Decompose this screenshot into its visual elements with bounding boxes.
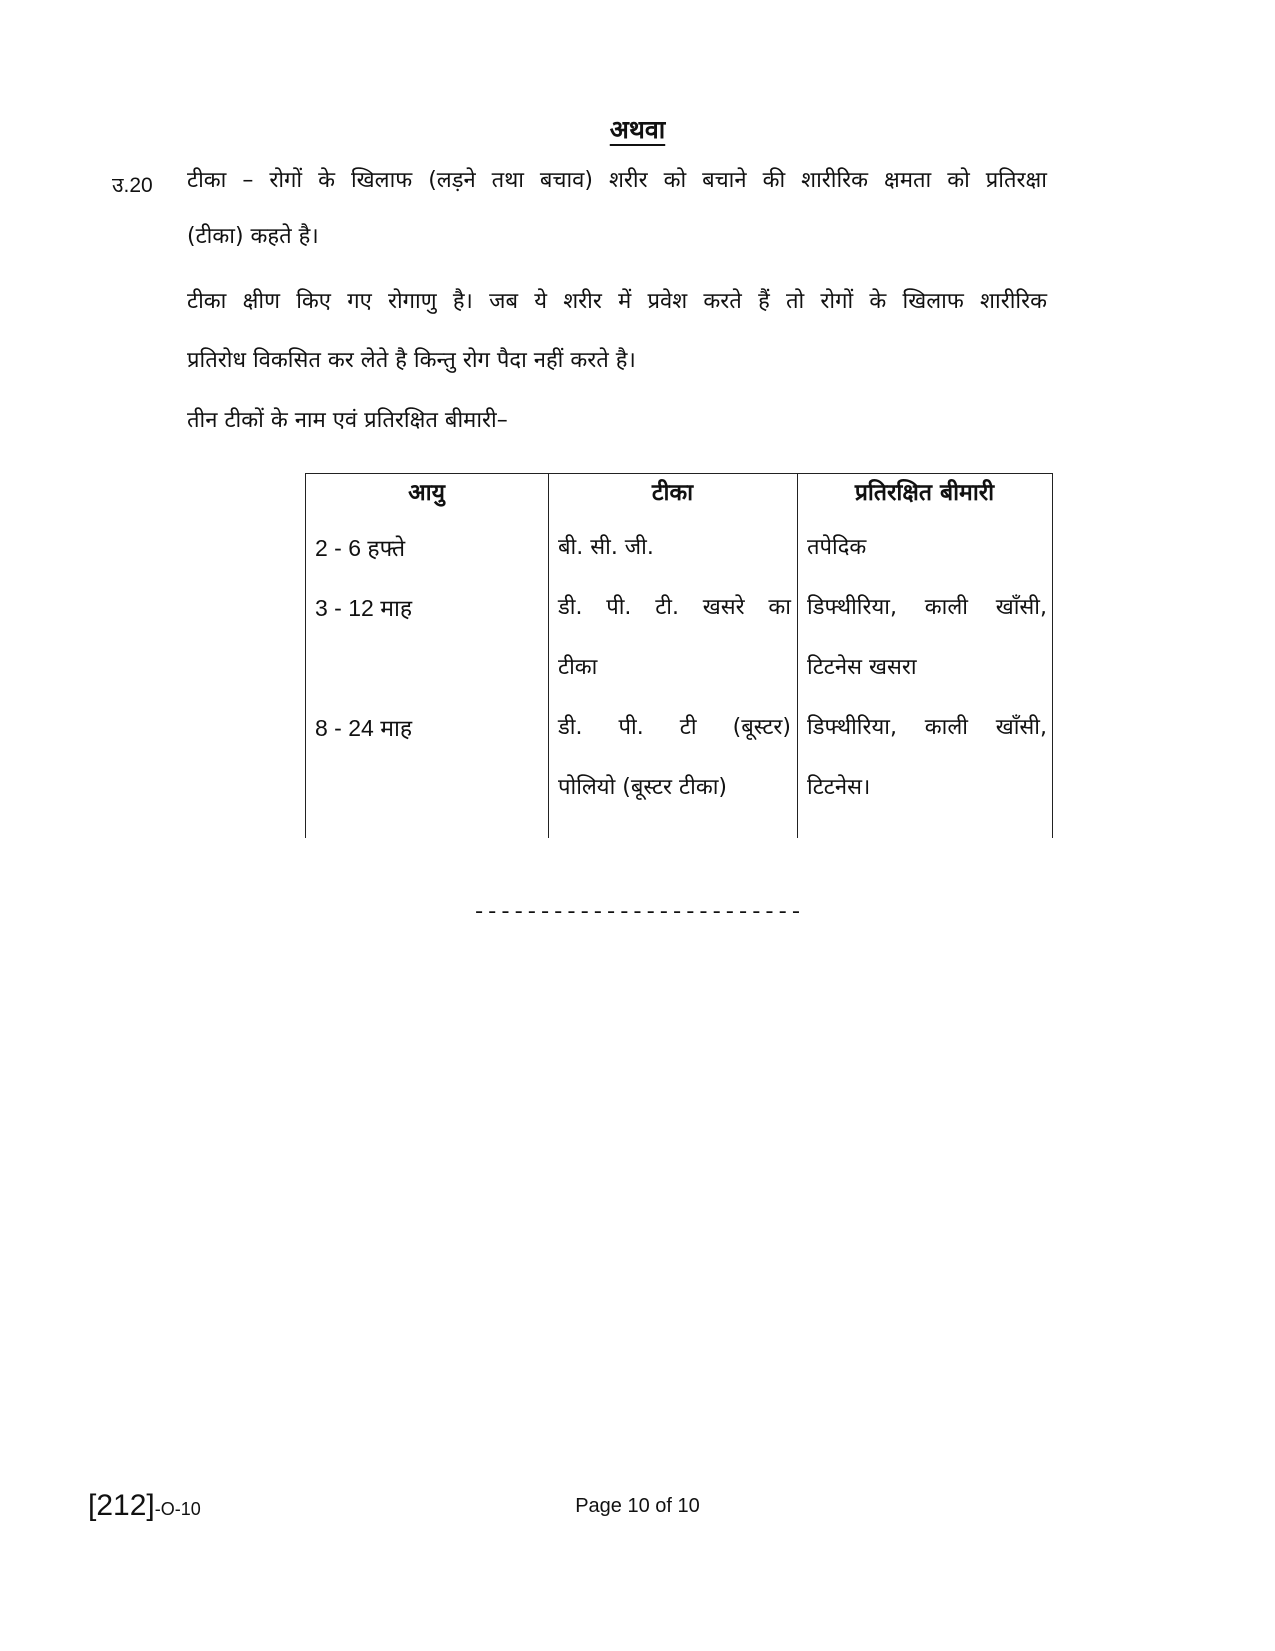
vaccine-table (305, 473, 1053, 838)
row2-disease-line2: टिटनेस खसरा (807, 655, 917, 680)
header-age: आयु (408, 480, 445, 506)
header-disease: प्रतिरक्षित बीमारी (854, 480, 995, 506)
row1-age: 2 - 6 हफ्ते (315, 535, 406, 561)
paper-code-main: [212] (88, 1489, 155, 1522)
row3-age: 8 - 24 माह (315, 715, 413, 741)
row3-vaccine-line2: पोलियो (बूस्टर टीका) (558, 775, 728, 800)
row3-vaccine-line1: डी. पी. टी (बूस्टर) (558, 715, 791, 740)
question-number: उ.20 (112, 174, 153, 197)
end-divider: ------------------------- (472, 900, 803, 925)
answer-line-5: तीन टीकों के नाम एवं प्रतिरक्षित बीमारी– (187, 408, 508, 433)
row3-disease-line2: टिटनेस। (807, 775, 871, 800)
row1-disease-line1: तपेदिक (807, 535, 867, 560)
answer-line-2: (टीका) कहते है। (187, 224, 319, 249)
row2-disease-line1: डिफ्थीरिया, काली खाँसी, (807, 595, 1047, 620)
row3-disease-line1: डिफ्थीरिया, काली खाँसी, (807, 715, 1047, 740)
table-divider-2 (797, 473, 798, 838)
header-vaccine: टीका (651, 480, 694, 506)
table-border-left (305, 473, 306, 838)
row2-vaccine-line1: डी. पी. टी. खसरे का (558, 595, 791, 620)
answer-line-1: टीका – रोगों के खिलाफ (लड़ने तथा बचाव) शरीर को बचाने की शारीरिक क्षमता को प्रतिरक्षा (187, 168, 1047, 193)
table-border-right (1052, 473, 1053, 838)
table-divider-1 (548, 473, 549, 838)
table-top-border (305, 473, 1053, 474)
row2-vaccine-line2: टीका (558, 655, 598, 680)
page-number: Page 10 of 10 (575, 1495, 700, 1517)
section-heading: अथवा (609, 115, 666, 144)
row2-age: 3 - 12 माह (315, 595, 413, 621)
paper-code-suffix: -O-10 (154, 1499, 201, 1519)
answer-line-4: प्रतिरोध विकसित कर लेते है किन्तु रोग पैदा नहीं करते है। (187, 348, 636, 373)
row1-vaccine-line1: बी. सी. जी. (558, 535, 654, 560)
answer-line-3: टीका क्षीण किए गए रोगाणु है। जब ये शरीर में प्रवेश करते हैं तो रोगों के खिलाफ शारीरिक (187, 289, 1047, 314)
